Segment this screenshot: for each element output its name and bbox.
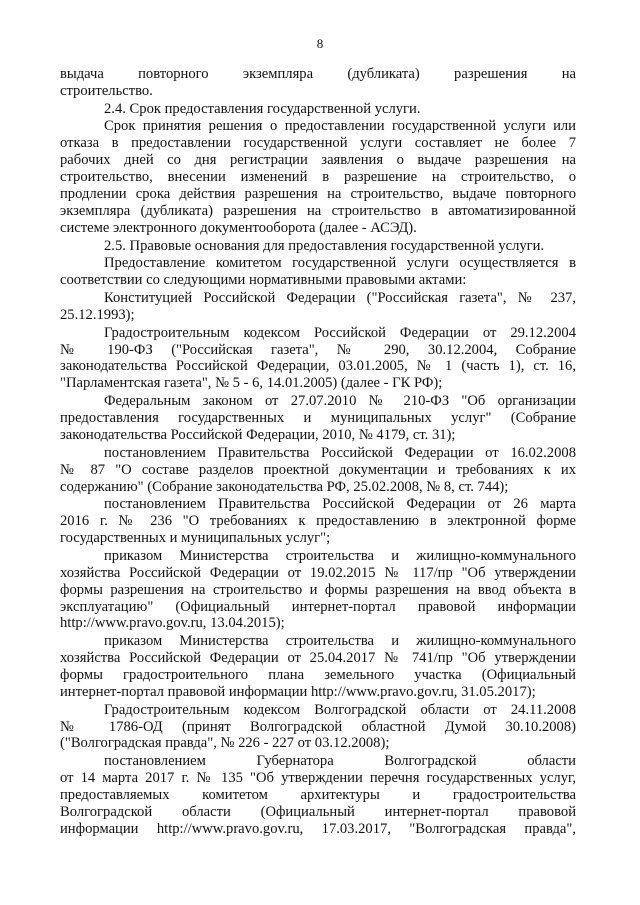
text-line: № 87 "О составе разделов проектной документации и требованиях к их — [60, 461, 576, 478]
text-line: 2016 г. № 236 "О требованиях к предоставлению в электронной форме — [60, 513, 576, 530]
text-line: от 14 марта 2017 г. № 135 "Об утверждении перечня государственных услуг, — [60, 770, 576, 787]
text-line: строительство. — [60, 82, 153, 99]
text-line: 25.12.1993); — [60, 306, 135, 323]
text-line: Предоставление комитетом государственной услуги осуществляется в — [104, 255, 576, 272]
text-line: Федеральным законом от 27.07.2010 № 210-ФЗ "Об организации — [104, 393, 576, 410]
text-line: http://www.pravo.gov.ru, 13.04.2015); — [60, 615, 285, 632]
text-line: Градостроительным кодексом Российской Федерации от 29.12.2004 — [104, 324, 576, 341]
text-line: законодательства Российской Федерации, 03.01.2005, № 1 (часть 1), ст. 16, — [60, 358, 576, 375]
text-line: строительство, внесении изменений в разрешение на строительство, о — [60, 169, 576, 186]
page-number: 8 — [316, 36, 324, 51]
text-line: Градостроительным кодексом Волгоградской области от 24.11.2008 — [104, 701, 576, 718]
document-body — [60, 66, 576, 838]
text-line: № 190-ФЗ ("Российская газета", № 290, 30.12.2004, Собрание — [60, 341, 576, 358]
text-line: постановлением Губернатора Волгоградской области — [104, 753, 576, 770]
text-line: хозяйства Российской Федерации от 25.04.2017 № 741/пр "Об утверждении — [60, 650, 576, 667]
text-line: хозяйства Российской Федерации от 19.02.2015 № 117/пр "Об утверждении — [60, 564, 576, 581]
text-line: приказом Министерства строительства и жилищно-коммунального — [104, 547, 576, 564]
text-line: постановлением Правительства Российской Федерации от 26 марта — [104, 496, 576, 513]
text-line: постановлением Правительства Российской Федерации от 16.02.2008 — [104, 444, 576, 461]
text-line: продлении срока действия разрешения на строительство, выдаче повторного — [60, 186, 576, 203]
text-line: формы градостроительного плана земельного участка (Официальный — [60, 666, 576, 683]
text-line: "Парламентская газета", № 5 - 6, 14.01.2005) (далее - ГК РФ); — [60, 375, 443, 392]
text-line: Конституцией Российской Федерации ("Российская газета", № 237, — [104, 290, 576, 307]
text-line: Срок принятия решения о предоставлении государственной услуги или — [104, 118, 576, 135]
text-line: выдача повторного экземпляра (дубликата) разрешения на — [60, 66, 576, 82]
text-line: Волгоградской области (Официальный интернет-портал правовой — [60, 803, 576, 820]
text-line: предоставления государственных и муниципальных услуг" (Собрание — [60, 410, 576, 427]
text-line: интернет-портал правовой информации http://www.pravo.gov.ru, 31.05.2017); — [60, 683, 536, 700]
text-line: № 1786-ОД (принят Волгоградской областной Думой 30.10.2008) — [60, 718, 576, 735]
text-line: рабочих дней со дня регистрации заявления о выдаче разрешения на — [60, 152, 576, 169]
text-line: системе электронного документооборота (далее - АСЭД). — [60, 219, 417, 236]
text-line: отказа в предоставлении государственной услуги составляет не более 7 — [60, 135, 576, 152]
text-line: содержанию" (Собрание законодательства РФ, 25.02.2008, № 8, ст. 744); — [60, 478, 509, 495]
text-line: экземпляра (дубликата) разрешения на строительство в автоматизированной — [60, 202, 576, 219]
text-line: 2.5. Правовые основания для предоставления государственной услуги. — [104, 237, 545, 254]
text-line: государственных и муниципальных услуг"; — [60, 530, 331, 547]
text-line: приказом Министерства строительства и жилищно-коммунального — [104, 633, 576, 650]
text-line: ("Волгоградская правда", № 226 - 227 от 03.12.2008); — [60, 735, 390, 752]
text-line: формы разрешения на строительство и формы разрешения на ввод объекта в — [60, 581, 576, 598]
text-line: предоставляемых комитетом архитектуры и градостроительства — [60, 786, 576, 803]
text-line: законодательства Российской Федерации, 2010, № 4179, ст. 31); — [60, 426, 456, 443]
text-line: 2.4. Срок предоставления государственной услуги. — [104, 100, 421, 117]
text-line: соответствии со следующими нормативными правовыми актами: — [60, 272, 467, 289]
text-line: эксплуатацию" (Официальный интернет-портал правовой информации — [60, 598, 576, 615]
text-line: информации http://www.pravo.gov.ru, 17.03.2017, "Волгоградская правда", — [60, 820, 576, 837]
